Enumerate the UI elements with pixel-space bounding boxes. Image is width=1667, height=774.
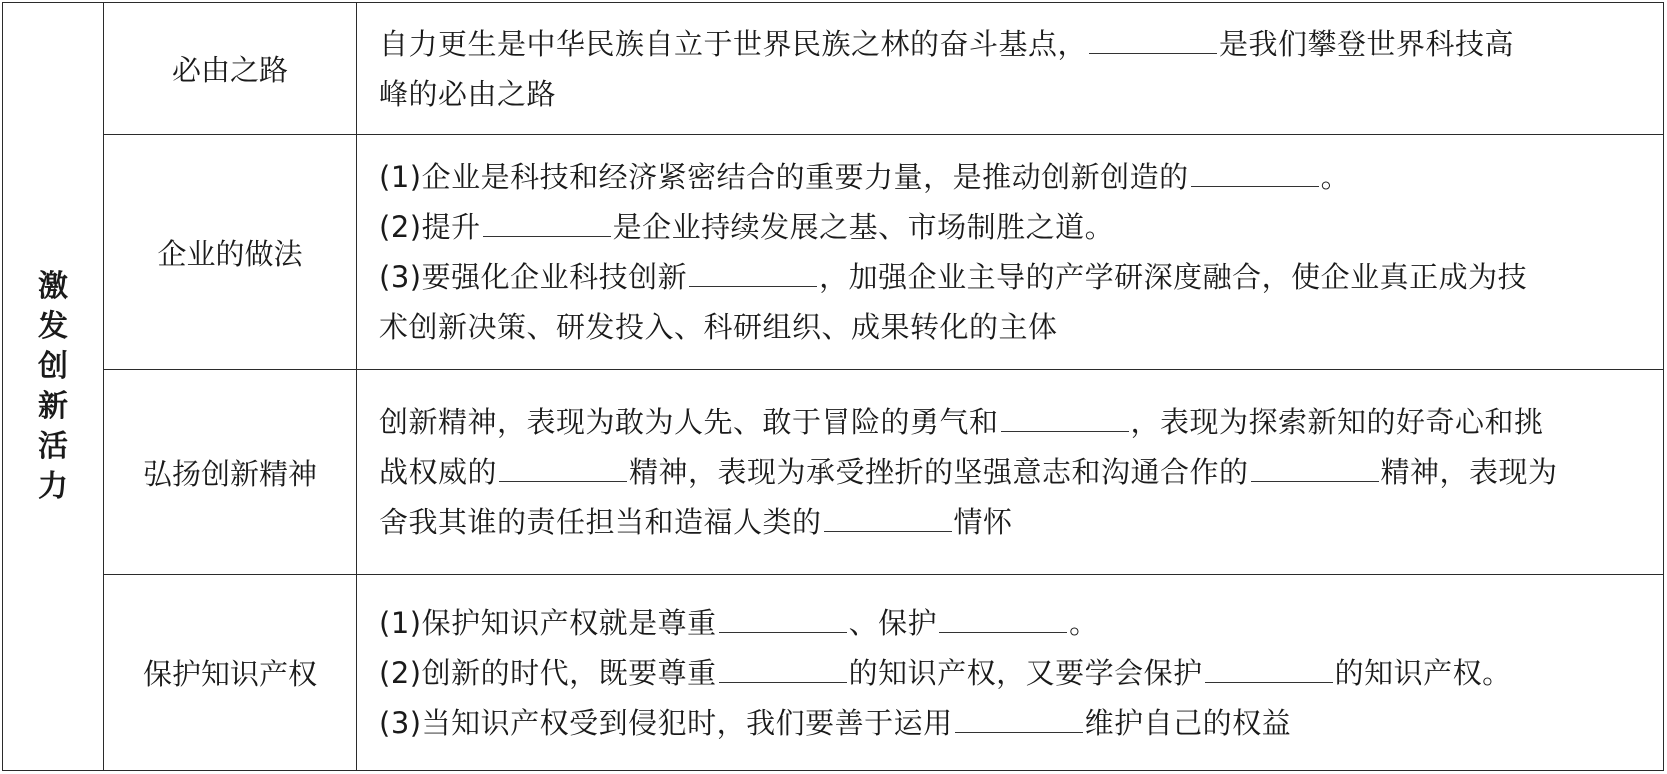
content-line xyxy=(379,698,1641,748)
row-label xyxy=(104,3,357,135)
row-label xyxy=(104,370,357,575)
table-row xyxy=(3,575,1664,771)
content-text: 精神，表现为 xyxy=(1380,455,1558,489)
fill-in-blank xyxy=(1191,162,1319,187)
row-content xyxy=(357,135,1664,370)
content-text: 、保护 xyxy=(848,605,938,640)
content-text: (3)要强化企业科技创新 xyxy=(379,260,688,294)
content-line xyxy=(379,19,1641,69)
fill-in-blank xyxy=(824,507,952,532)
content-text: ，表现为探索新知的好奇心和挑 xyxy=(1130,405,1544,439)
row-label xyxy=(104,575,357,771)
side-title-cell xyxy=(3,3,104,771)
content-line xyxy=(379,397,1641,447)
content-text: 。 xyxy=(1320,160,1351,194)
row-label-text: 保护知识产权 xyxy=(142,657,317,691)
content-text: (2)提升 xyxy=(379,210,481,244)
row-content xyxy=(357,370,1664,575)
row-content xyxy=(357,3,1664,135)
content-text: 精神，表现为承受挫折的坚强意志和沟通合作的 xyxy=(629,455,1249,489)
content-line xyxy=(379,252,1641,302)
row-content xyxy=(357,575,1664,771)
fill-in-blank xyxy=(1205,658,1333,683)
content-text: ，加强企业主导的产学研深度融合，使企业真正成为技 xyxy=(819,260,1528,294)
content-line xyxy=(379,497,1641,547)
content-text: 战权威的 xyxy=(379,455,498,489)
content-text: (1)企业是科技和经济紧密结合的重要力量，是推动创新创造的 xyxy=(379,160,1189,194)
content-text: 术创新决策、研发投入、科研组织、成果转化的主体 xyxy=(379,310,1058,344)
content-line xyxy=(379,202,1641,252)
row-label xyxy=(104,135,357,370)
row-label-text: 企业的做法 xyxy=(157,236,303,271)
fill-in-blank xyxy=(939,608,1067,633)
fill-in-blank xyxy=(955,708,1083,733)
row-label-text: 必由之路 xyxy=(171,53,288,87)
content-text: 的知识产权，又要学会保护 xyxy=(848,655,1203,690)
content-text: 。 xyxy=(1069,605,1099,640)
fill-in-blank xyxy=(689,262,817,287)
table-row xyxy=(3,3,1664,135)
fill-in-blank xyxy=(719,608,847,633)
fill-in-blank xyxy=(1089,29,1217,54)
fill-in-blank xyxy=(1001,407,1129,432)
content-line xyxy=(379,648,1641,698)
content-text: 的知识产权。 xyxy=(1334,655,1512,690)
content-line xyxy=(379,69,1641,119)
content-line xyxy=(379,598,1641,648)
row-label-text: 弘扬创新精神 xyxy=(142,456,317,491)
fill-in-blank xyxy=(499,457,627,482)
content-text: 创新精神，表现为敢为人先、敢于冒险的勇气和 xyxy=(379,405,999,439)
side-title: 激发创新活力 xyxy=(38,268,68,504)
content-text: 舍我其谁的责任担当和造福人类的 xyxy=(379,505,822,539)
content-text: 自力更生是中华民族自立于世界民族之林的奋斗基点， xyxy=(379,26,1088,61)
content-text: (1)保护知识产权就是尊重 xyxy=(379,605,717,640)
fill-in-blank xyxy=(1251,457,1379,482)
content-text: (3)当知识产权受到侵犯时，我们要善于运用 xyxy=(379,705,953,740)
fill-in-blank xyxy=(719,658,847,683)
content-line xyxy=(379,302,1641,352)
content-text: 是我们攀登世界科技高 xyxy=(1219,26,1515,61)
table-row xyxy=(3,370,1664,575)
fill-in-blank xyxy=(483,212,611,237)
content-text: 峰的必由之路 xyxy=(379,76,557,111)
content-text: (2)创新的时代，既要尊重 xyxy=(379,655,717,690)
content-text: 情怀 xyxy=(953,505,1013,539)
content-line xyxy=(379,152,1641,202)
content-text: 是企业持续发展之基、市场制胜之道。 xyxy=(612,210,1115,244)
content-text: 维护自己的权益 xyxy=(1084,705,1292,740)
knowledge-table xyxy=(2,2,1664,771)
content-line xyxy=(379,447,1641,497)
table-row xyxy=(3,135,1664,370)
